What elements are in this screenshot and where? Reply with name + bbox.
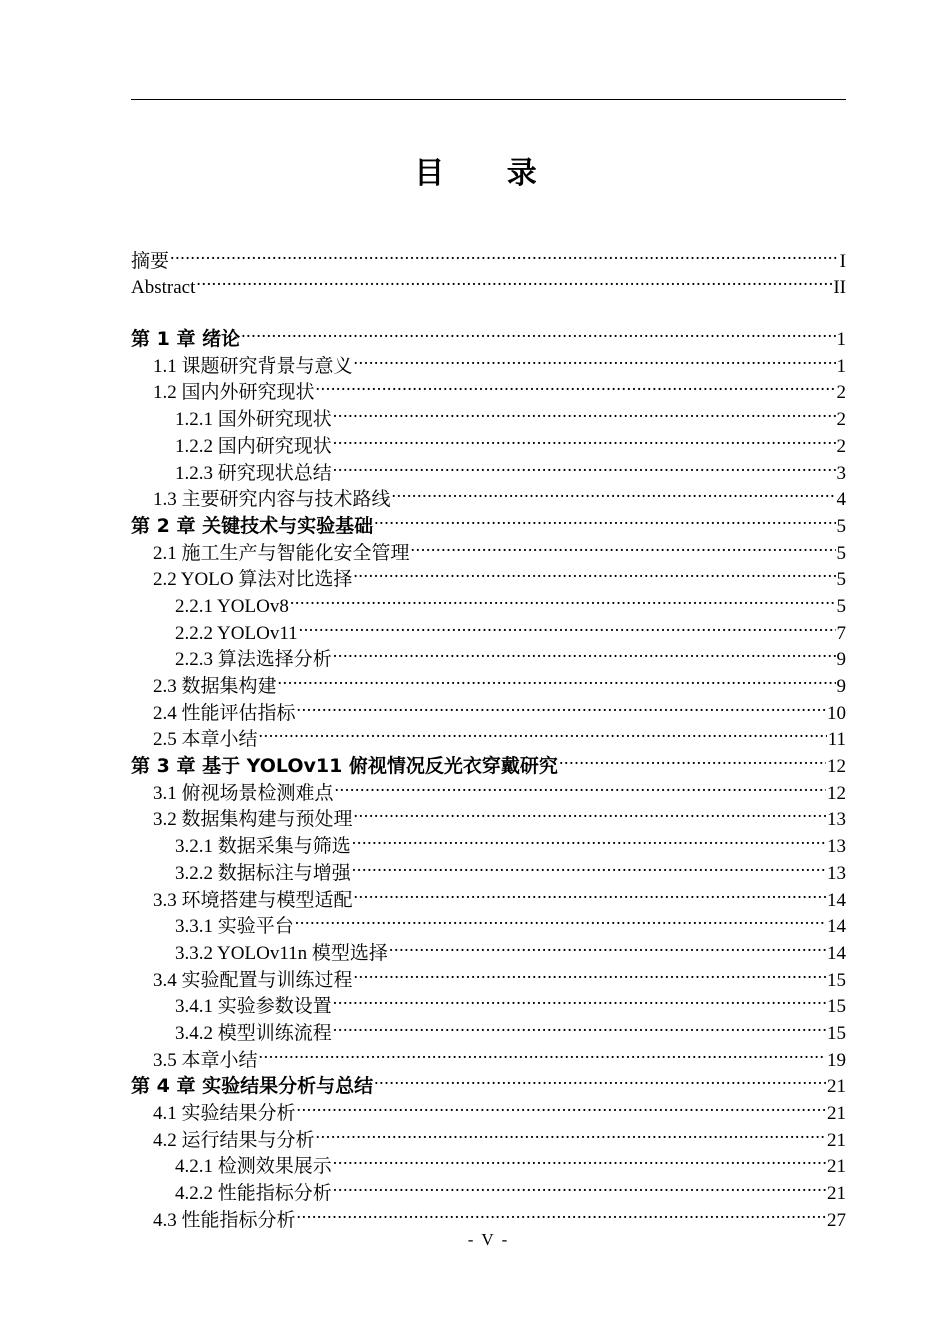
toc-entry-page: 21 — [827, 1156, 846, 1178]
toc-entry-label: 3.2.1 数据采集与筛选 — [175, 836, 351, 858]
toc-entry-label: 2.1 施工生产与智能化安全管理 — [153, 542, 410, 564]
toc-entry-label: 2.5 本章小结 — [153, 729, 258, 751]
toc-dot-leader — [333, 452, 836, 479]
toc-entry-page: 15 — [827, 969, 846, 991]
toc-entry-label: 第 3 章 基于 YOLOv11 俯视情况反光衣穿戴研究 — [131, 755, 558, 778]
toc-entry-page: 3 — [836, 462, 846, 484]
toc-entry-page: 2 — [836, 435, 846, 457]
header-rule — [131, 99, 846, 100]
toc-dot-leader — [353, 559, 835, 586]
toc-entry-label: 3.1 俯视场景检测难点 — [153, 782, 334, 804]
toc-entry-label: 第 4 章 实验结果分析与总结 — [131, 1075, 374, 1098]
toc-dot-leader — [278, 665, 836, 692]
toc-entry-label: 摘要 — [131, 250, 170, 272]
toc-dot-leader — [392, 479, 836, 506]
toc-entry-page: 9 — [836, 649, 846, 671]
toc-entry-page: 15 — [827, 996, 846, 1018]
toc-dot-leader — [196, 267, 832, 294]
toc-entry-page: II — [833, 277, 846, 299]
toc-dot-leader — [241, 318, 835, 345]
toc-dot-leader — [333, 1172, 826, 1199]
toc-entry-label: 3.3.1 实验平台 — [175, 916, 294, 938]
toc-entry-label: 2.2 YOLO 算法对比选择 — [153, 569, 353, 591]
toc-entry-page: 5 — [836, 515, 846, 537]
toc-entry[interactable] — [131, 240, 846, 272]
toc-dot-leader — [333, 639, 836, 666]
toc-dot-leader — [411, 532, 836, 559]
toc-dot-leader — [259, 1039, 826, 1066]
toc-dot-leader — [374, 505, 835, 532]
toc-entry-label: 1.1 课题研究背景与意义 — [153, 355, 353, 377]
toc-entry-page: 13 — [827, 836, 846, 858]
toc-dot-leader — [290, 585, 836, 612]
toc-entry[interactable] — [131, 267, 846, 299]
toc-entry[interactable] — [131, 318, 846, 351]
toc-dot-leader — [297, 692, 826, 719]
toc-dot-leader — [295, 906, 826, 933]
toc-entry-label: 3.4.1 实验参数设置 — [175, 996, 332, 1018]
toc-entry-page: 27 — [827, 1209, 846, 1231]
toc-dot-leader — [299, 612, 836, 639]
toc-entry-page: 12 — [827, 782, 846, 804]
toc-dot-leader — [333, 1146, 826, 1173]
toc-dot-leader — [333, 1012, 826, 1039]
table-of-contents — [131, 240, 846, 1231]
toc-dot-leader — [297, 1199, 826, 1226]
toc-entry-label: 3.2 数据集构建与预处理 — [153, 809, 353, 831]
toc-entry-label: 4.2.1 检测效果展示 — [175, 1156, 332, 1178]
toc-entry-page: 14 — [827, 889, 846, 911]
toc-entry-label: 第 2 章 关键技术与实验基础 — [131, 514, 374, 537]
toc-entry-label: Abstract — [131, 277, 196, 299]
toc-entry-label: 1.2.2 国内研究现状 — [175, 435, 332, 457]
toc-entry-label: 1.3 主要研究内容与技术路线 — [153, 489, 391, 511]
toc-entry-label: 1.2.3 研究现状总结 — [175, 462, 332, 484]
toc-dot-leader — [333, 425, 836, 452]
toc-entry-page: 5 — [836, 595, 846, 617]
toc-dot-leader — [354, 345, 836, 372]
toc-entry-label: 2.3 数据集构建 — [153, 676, 277, 697]
toc-entry-label: 2.2.1 YOLOv8 — [175, 595, 289, 617]
toc-entry-page: 5 — [836, 569, 846, 591]
toc-dot-leader — [354, 799, 826, 826]
toc-dot-leader — [352, 852, 826, 879]
toc-entry-page: 21 — [827, 1103, 846, 1124]
toc-dot-leader — [352, 825, 826, 852]
toc-dot-leader — [389, 932, 826, 959]
toc-dot-leader — [335, 772, 826, 799]
toc-entry-page: 10 — [827, 702, 846, 724]
toc-entry-page: 11 — [827, 729, 846, 751]
toc-entry-label: 3.5 本章小结 — [153, 1049, 258, 1071]
toc-dot-leader — [333, 986, 826, 1013]
toc-entry-page: 21 — [827, 1183, 846, 1205]
toc-entry-page: 21 — [827, 1076, 846, 1098]
toc-spacer — [131, 293, 846, 318]
toc-dot-leader — [297, 1092, 826, 1119]
toc-entry-page: 14 — [827, 942, 846, 964]
toc-entry-page: 9 — [836, 676, 846, 697]
toc-entry-label: 2.4 性能评估指标 — [153, 702, 296, 724]
toc-entry-page: 2 — [836, 382, 846, 404]
toc-dot-leader — [316, 372, 836, 399]
toc-entry-page: 1 — [836, 329, 846, 351]
toc-dot-leader — [333, 398, 836, 425]
toc-entry-page: 15 — [827, 1022, 846, 1044]
toc-dot-leader — [170, 240, 839, 267]
toc-entry-page: 13 — [827, 809, 846, 831]
toc-entry-label: 第 1 章 绪论 — [131, 328, 241, 351]
toc-entry-label: 2.2.3 算法选择分析 — [175, 649, 332, 671]
toc-entry-page: 7 — [836, 622, 846, 644]
toc-entry-page: I — [839, 250, 846, 272]
toc-dot-leader — [354, 879, 826, 906]
toc-entries — [131, 318, 846, 1231]
toc-dot-leader — [559, 745, 826, 772]
toc-entry-label: 3.4 实验配置与训练过程 — [153, 969, 353, 991]
toc-entry-label: 3.2.2 数据标注与增强 — [175, 862, 351, 884]
toc-entry-page: 14 — [827, 916, 846, 938]
toc-entry-label: 3.3.2 YOLOv11n 模型选择 — [175, 942, 388, 964]
toc-entry-label: 3.3 环境搭建与模型适配 — [153, 889, 353, 911]
toc-entry-label: 2.2.2 YOLOv11 — [175, 622, 298, 644]
page-title: 目 录 — [414, 156, 563, 191]
toc-entry-label: 4.3 性能指标分析 — [153, 1209, 296, 1231]
toc-entry-label: 3.4.2 模型训练流程 — [175, 1022, 332, 1044]
toc-entry-page: 1 — [836, 355, 846, 377]
toc-dot-leader — [316, 1119, 826, 1146]
toc-dot-leader — [259, 719, 827, 746]
toc-entry-page: 21 — [827, 1129, 846, 1151]
toc-entry-label: 4.1 实验结果分析 — [153, 1103, 296, 1124]
toc-entry-page: 19 — [827, 1049, 846, 1071]
toc-entry-page: 12 — [827, 756, 846, 778]
toc-entry-label: 4.2 运行结果与分析 — [153, 1129, 315, 1151]
toc-entry-page: 13 — [827, 862, 846, 884]
toc-entry-page: 2 — [836, 409, 846, 431]
toc-entry-label: 4.2.2 性能指标分析 — [175, 1183, 332, 1205]
toc-entry-label: 1.2 国内外研究现状 — [153, 382, 315, 404]
toc-entry-label: 1.2.1 国外研究现状 — [175, 409, 332, 431]
toc-dot-leader — [374, 1066, 826, 1093]
toc-entry-page: 4 — [836, 489, 846, 511]
toc-dot-leader — [354, 959, 826, 986]
page-number: - V - — [467, 1230, 510, 1249]
toc-entry-page: 5 — [836, 542, 846, 564]
toc-front-matter — [131, 240, 846, 299]
